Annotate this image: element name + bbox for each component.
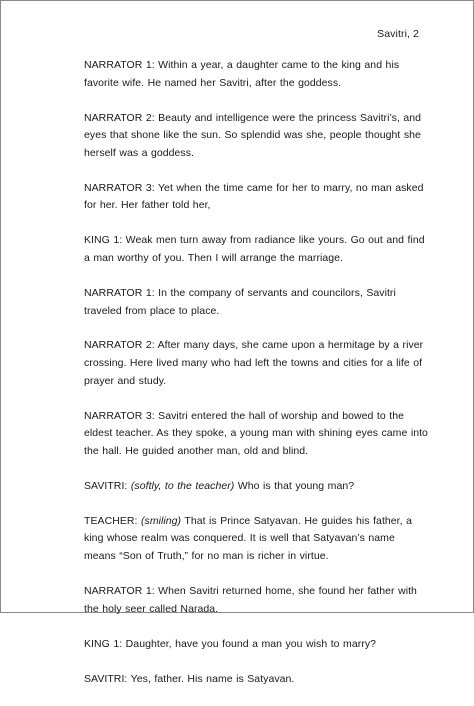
speech-text: When Savitri returned home, she found her father with the holy seer called Narada. [84, 584, 417, 615]
speaker-name: KING 1: [84, 234, 123, 247]
speaker-name: SAVITRI: [84, 672, 128, 685]
speech-paragraph [84, 232, 430, 267]
page-label: Savitri, 2 [377, 28, 419, 40]
speech-text: Beauty and intelligence were the princess Savitri’s, and eyes that shone like the sun. So splendid was she, people thought she herself was a goddess. [84, 111, 422, 159]
speech-paragraph [84, 408, 430, 461]
speech-text: Yes, father. His name is Satyavan. [130, 672, 295, 685]
speech-text: After many days, she came upon a hermitage by a river crossing. Here lived many who had left the towns and cities for a life of prayer and study. [84, 339, 424, 387]
speech-text: That is Prince Satyavan. He guides his father, a king whose realm was conquered. It is well that Satyavan’s name means “Son of Truth,” for no man is richer in virtue. [84, 514, 412, 562]
script-body [84, 57, 430, 706]
speaker-name: NARRATOR 3: [84, 409, 155, 422]
speaker-name: KING 1: [84, 637, 123, 650]
speech-paragraph [84, 337, 430, 390]
page-header [377, 28, 419, 40]
speaker-name: NARRATOR 1: [84, 286, 155, 299]
stage-direction: (softly, to the teacher) [130, 479, 235, 492]
speech-paragraph [84, 671, 430, 689]
speaker-name: TEACHER: [84, 514, 138, 527]
speech-paragraph [84, 285, 430, 320]
speaker-name: NARRATOR 2: [84, 339, 155, 352]
speaker-name: NARRATOR 1: [84, 584, 155, 597]
speech-paragraph [84, 513, 430, 566]
speech-text: Savitri entered the hall of worship and bowed to the eldest teacher. As they spoke, a young man with shining eyes came into the hall. He guided another man, old and blind. [84, 409, 428, 457]
speech-text: Who is that young man? [237, 479, 355, 492]
speech-text: Yet when the time came for her to marry, no man asked for her. Her father told her, [84, 181, 424, 212]
speaker-name: NARRATOR 1: [84, 59, 155, 71]
speech-paragraph [84, 478, 430, 496]
speech-paragraph [84, 110, 430, 163]
speech-paragraph [84, 57, 430, 92]
stage-direction: (smiling) [140, 514, 182, 527]
speech-text: In the company of servants and councilors, Savitri traveled from place to place. [84, 286, 396, 317]
speech-paragraph [84, 636, 430, 654]
speech-text: Within a year, a daughter came to the king and his favorite wife. He named her Savitri, after the goddess. [84, 59, 400, 89]
speech-text: Weak men turn away from radiance like yours. Go out and find a man worthy of you. Then I will arrange the marriage. [84, 234, 425, 264]
speaker-name: NARRATOR 2: [84, 111, 155, 124]
speaker-name: SAVITRI: [84, 479, 128, 492]
speech-paragraph [84, 180, 430, 215]
speech-text: Daughter, have you found a man you wish to marry? [125, 637, 377, 650]
speaker-name: NARRATOR 3: [84, 181, 155, 194]
